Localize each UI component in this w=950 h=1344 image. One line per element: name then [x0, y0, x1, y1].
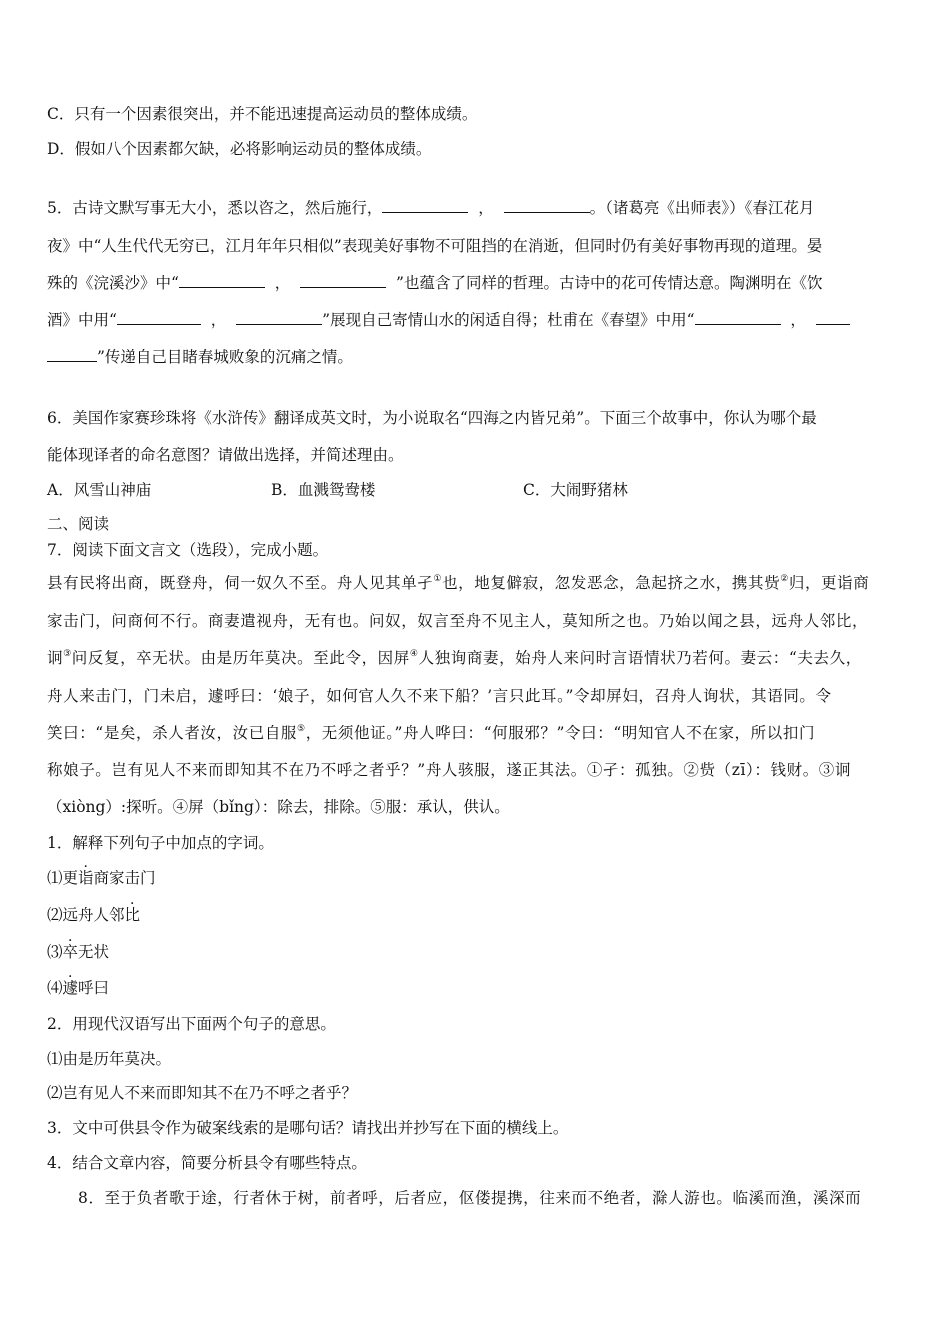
section-heading: 二、阅读	[47, 515, 110, 533]
emphasis-dot-char: 诣	[78, 869, 94, 887]
emphasis-dot-char: 遽	[62, 979, 79, 997]
q5-line-2: 夜》中“人生代代无穷已，江月年年只相似”表现美好事物不可阻挡的在消逝，但同时仍有美好事物再现的道理。晏	[47, 237, 823, 255]
answer-blank[interactable]	[300, 273, 386, 288]
answer-blank[interactable]	[117, 310, 201, 325]
answer-blank[interactable]	[236, 310, 322, 325]
sub-question-1-item-2: ⑵远舟人邻比	[47, 906, 141, 924]
passage-line-6: 称娘子。岂有见人不来而即知其不在乃不呼之者乎？”舟人骇服，遂正其法。①孑：孤独。②赀（zī）：钱财。③诇	[47, 761, 852, 779]
answer-blank[interactable]	[382, 198, 468, 213]
option-c: C．只有一个因素很突出，并不能迅速提高运动员的整体成绩。	[47, 105, 478, 123]
sub-question-2-item-1: ⑴由是历年莫决。	[47, 1050, 172, 1068]
q6-options	[47, 480, 628, 500]
sub-question-1-item-1: ⑴更诣商家击门	[47, 869, 156, 887]
q6-option-a: A．风雪山神庙	[47, 481, 152, 499]
q5-line-4: 酒》中用“ ， ”展现自己寄情山水的闲适自得；杜甫在《春望》中用“ ，	[47, 310, 850, 330]
q5-line-3: 殊的《浣溪沙》中“ ， ”也蕴含了同样的哲理。古诗中的花可传情达意。陶渊明在《饮	[47, 274, 823, 292]
sub-question-3: 3．文中可供县令作为破案线索的是哪句话？请找出并抄写在下面的横线上。	[47, 1119, 569, 1137]
q6-line-1: 6．美国作家赛珍珠将《水浒传》翻译成英文时，为小说取名“四海之内皆兄弟”。下面三个故事中，你认为哪个最	[47, 409, 817, 427]
passage-line-5: 笑曰：“是矣，杀人者汝，汝已自服⑤，无须他证。”舟人哗曰：“何服邪？”令曰：“明知官人不在家，所以扣门	[47, 724, 816, 742]
option-d: D．假如八个因素都欠缺，必将影响运动员的整体成绩。	[47, 140, 432, 158]
q7-prompt: 7．阅读下面文言文（选段），完成小题。	[47, 541, 329, 559]
answer-blank[interactable]	[816, 310, 850, 325]
sub-question-2: 2．用现代汉语写出下面两个句子的意思。	[47, 1015, 336, 1033]
q6-option-b: B．血溅鸳鸯楼	[271, 481, 376, 499]
q8-line-1: 8．至于负者歌于途，行者休于树，前者呼，后者应，伛偻提携，往来而不绝者，滁人游也。临溪而渔，溪深而	[78, 1189, 862, 1207]
passage-line-3: 诇③问反复，卒无状。由是历年莫决。至此令，因屏④人独询商妻，始舟人来问时言语情状乃若何。妻云：“夫去久，	[47, 649, 862, 667]
sub-question-1: 1．解释下列句子中加点的字词。	[47, 834, 274, 852]
answer-blank[interactable]	[695, 310, 781, 325]
passage-line-4: 舟人来击门，门未启，遽呼曰：‘娘子，如何官人久不来下船？’言只此耳。”令却屏妇，召舟人询状，其语同。令	[47, 687, 832, 705]
answer-blank[interactable]	[47, 347, 97, 362]
sub-question-1-item-4: ⑷遽呼曰	[47, 979, 110, 997]
sub-question-1-item-3: ⑶卒无状	[47, 943, 110, 961]
q6-line-2: 能体现译者的命名意图？请做出选择，并简述理由。	[47, 446, 404, 464]
passage-line-1: 县有民将出商，既登舟，伺一奴久不至。舟人见其单孑①也，地复僻寂，忽发恶念，急起挤之水，携其赀②归，更诣商	[47, 574, 870, 592]
emphasis-dot-char: 卒	[62, 943, 79, 961]
sub-question-4: 4．结合文章内容，简要分析县令有哪些特点。	[47, 1154, 367, 1172]
sub-question-2-item-2: ⑵岂有见人不来而即知其不在乃不呼之者乎？	[47, 1084, 358, 1102]
answer-blank[interactable]	[504, 198, 590, 213]
passage-notes: （xiòng）:探听。④屏（bǐng）：除去，排除。⑤服：承认，供认。	[47, 798, 510, 816]
emphasis-dot-char: 比	[124, 906, 141, 924]
q6-option-c: C．大闹野猪林	[523, 481, 628, 499]
passage-line-2: 家击门，问商何不行。商妻遣视舟，无有也。问奴，奴言至舟不见主人，莫知所之也。乃始以闻之县，远舟人邻比，	[47, 612, 869, 630]
answer-blank[interactable]	[179, 273, 265, 288]
q5-line-1: 5．古诗文默写事无大小，悉以咨之，然后施行， ， 。（诸葛亮《出师表》）《春江花月	[47, 199, 815, 217]
q5-line-5: ”传递自己目睹春城败象的沉痛之情。	[47, 347, 353, 367]
